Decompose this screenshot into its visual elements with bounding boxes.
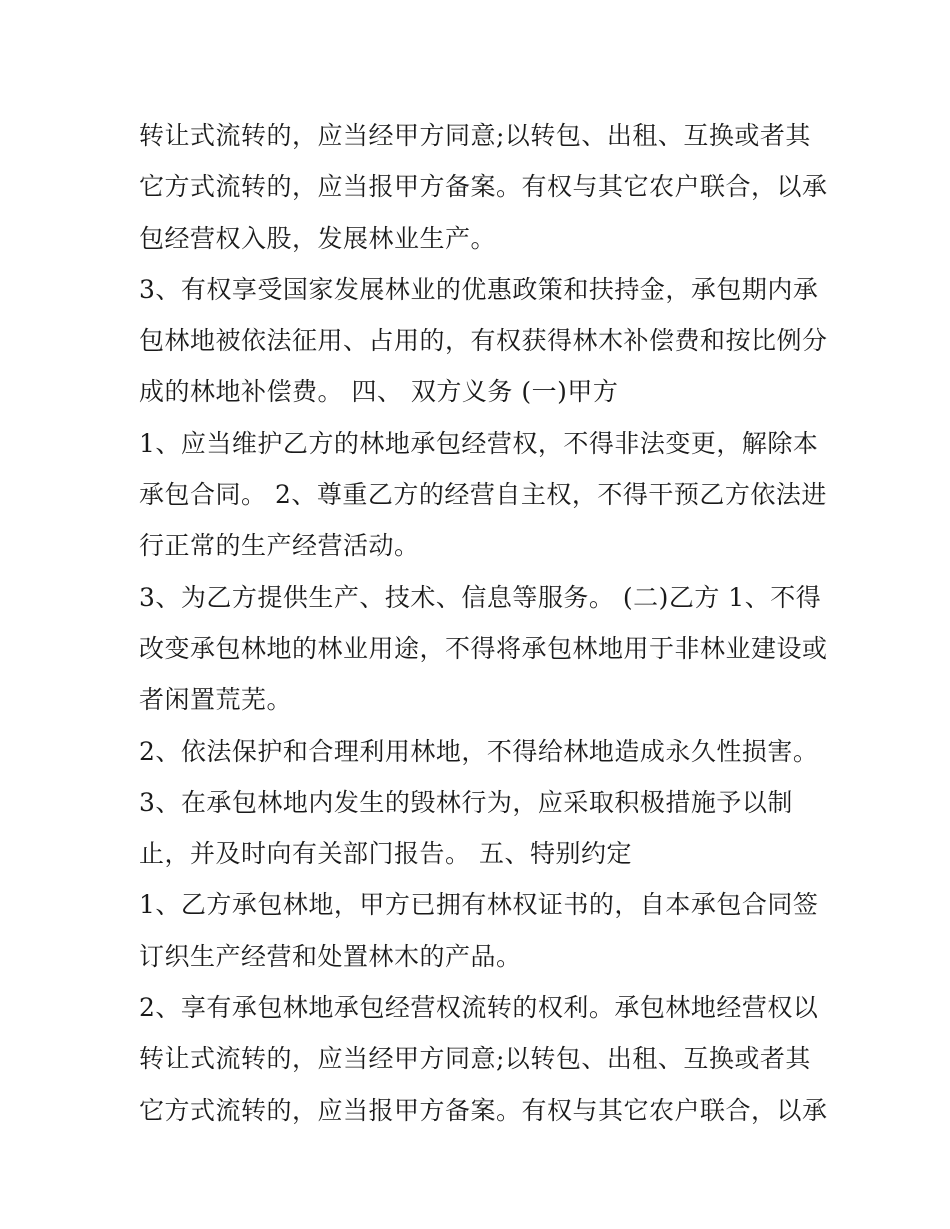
- text-line: 包林地被依法征用、占用的，有权获得林木补偿费和按比例分: [139, 326, 828, 356]
- text-line: 1、乙方承包林地，甲方已拥有林权证书的，自本承包合同签: [139, 890, 819, 920]
- text-line: 止，并及时向有关部门报告。 五、特别约定: [139, 839, 632, 869]
- text-line: 3、在承包林地内发生的毁林行为，应采取积极措施予以制: [139, 787, 793, 817]
- text-line: 它方式流转的，应当报甲方备案。有权与其它农户联合，以承: [139, 172, 828, 202]
- text-line: 承包合同。 2、尊重乙方的经营自主权，不得干预乙方依法进: [139, 480, 827, 510]
- document-body: [139, 110, 829, 1136]
- text-line: 行正常的生产经营活动。: [139, 531, 420, 561]
- text-line: 转让式流转的，应当经甲方同意;以转包、出租、互换或者其: [139, 121, 811, 150]
- text-line: 1、应当维护乙方的林地承包经营权，不得非法变更，解除本: [139, 428, 819, 458]
- text-line: 成的林地补偿费。 四、 双方义务 (一)甲方: [139, 377, 619, 407]
- text-line: 2、依法保护和合理利用林地，不得给林地造成永久性损害。: [139, 736, 819, 766]
- text-line: 2、享有承包林地承包经营权流转的权利。承包林地经营权以: [139, 993, 819, 1023]
- text-line: 订织生产经营和处置林木的产品。: [139, 941, 522, 971]
- text-line: 3、为乙方提供生产、技术、信息等服务。 (二)乙方 1、不得: [139, 582, 822, 612]
- text-line: 包经营权入股，发展林业生产。: [139, 223, 497, 253]
- text-line: 它方式流转的，应当报甲方备案。有权与其它农户联合，以承: [139, 1095, 828, 1125]
- text-line: 者闲置荒芜。: [139, 685, 293, 715]
- text-line: 改变承包林地的林业用途，不得将承包林地用于非林业建设或: [139, 633, 828, 663]
- text-line: 3、有权享受国家发展林业的优惠政策和扶持金，承包期内承: [139, 274, 819, 304]
- text-line: 转让式流转的，应当经甲方同意;以转包、出租、互换或者其: [139, 1044, 811, 1074]
